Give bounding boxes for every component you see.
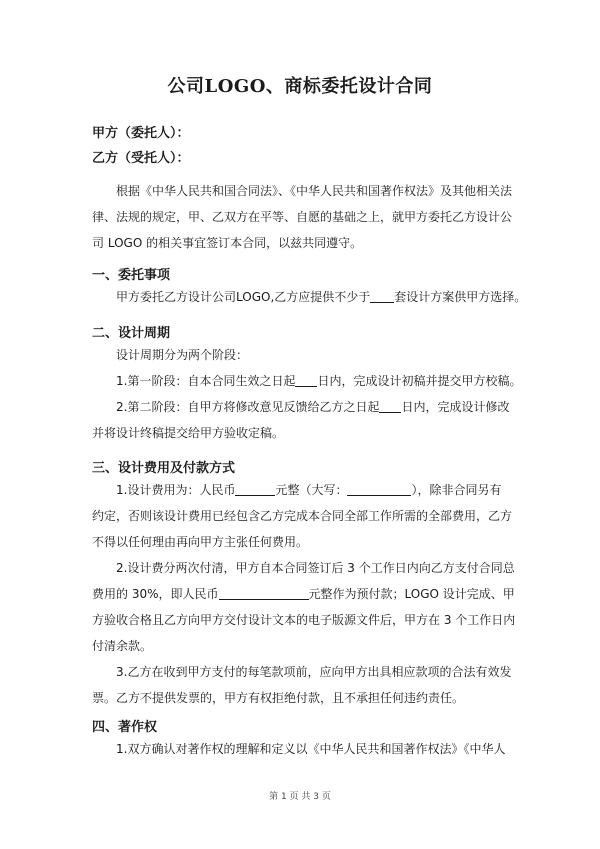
stage-2-text: 并将设计终稿提交给甲方验收定稿。 xyxy=(92,426,285,440)
fee-text: 1.设计费用为：人民币 xyxy=(116,483,236,497)
stage-1-text: 1.第一阶段：自本合同生效之日起 xyxy=(116,374,296,388)
payment-text: 元整作为预付款；LOGO 设计完成、甲 xyxy=(308,587,515,601)
payment-text: 付清余款。 xyxy=(92,639,153,653)
blank-line xyxy=(379,398,401,413)
preamble-line: 司 LOGO 的相关事宜签订本合同，以兹共同遵守。 xyxy=(92,236,363,250)
stage-2-text: 2.第二阶段：自甲方将修改意见反馈给乙方之日起 xyxy=(116,400,380,414)
fee-text: 不得以任何理由再向甲方主张任何费用。 xyxy=(92,535,309,549)
section-2-intro: 设计周期分为两个阶段： xyxy=(116,348,249,362)
invoice-text: 票。乙方不提供发票的，甲方有权拒绝付款，且不承担任何违约责任。 xyxy=(92,691,465,705)
blank-line xyxy=(347,481,411,496)
section-2-paragraph xyxy=(92,342,522,446)
payment-text: 方验收合格且乙方向甲方交付设计文本的电子版源文件后，甲方在 3 个工作日内 xyxy=(92,613,516,627)
fee-text: 约定，否则该设计费用已经包含乙方完成本合同全部工作所需的全部费用，乙方 xyxy=(92,509,513,523)
section-1-paragraph xyxy=(92,284,527,310)
party-a-label: 甲方（委托人）： xyxy=(92,126,190,141)
section-3-heading: 三、设计费用及付款方式 xyxy=(92,461,236,476)
stage-2-text: 日内，完成设计修改 xyxy=(401,400,510,414)
section-1-heading: 一、委托事项 xyxy=(92,268,171,283)
party-b-label: 乙方（受托人）： xyxy=(92,151,190,166)
section-3-paragraph xyxy=(92,477,516,711)
invoice-text: 3.乙方在收到甲方支付的每笔款项前，应向甲方出具相应款项的合法有效发 xyxy=(116,665,512,679)
section-4-heading: 四、著作权 xyxy=(92,720,158,735)
section-1-text: 甲方委托乙方设计公司LOGO,乙方应提供不少于 xyxy=(116,290,371,304)
copyright-text: 1.双方确认对著作权的理解和定义以《中华人民共和国著作权法》《中华人 xyxy=(116,742,506,756)
section-2-heading: 二、设计周期 xyxy=(92,326,171,341)
preamble-line: 根据《中华人民共和国合同法》、《中华人民共和国著作权法》及其他相关法 xyxy=(116,184,513,198)
stage-1-text: 日内，完成设计初稿并提交甲方校稿。 xyxy=(317,374,522,388)
blank-line xyxy=(219,585,309,600)
blank-line xyxy=(235,481,275,496)
fee-text: 元整（大写： xyxy=(275,483,348,497)
payment-text: 2.设计费分两次付清，甲方自本合同签订后 3 个工作日内向乙方支付合同总 xyxy=(116,561,515,575)
page-number-footer: 第 1 页 共 3 页 xyxy=(269,792,331,802)
fee-text: ），除非合同另有 xyxy=(411,483,502,497)
document-title: 公司LOGO、商标委托设计合同 xyxy=(167,76,433,97)
blank-line xyxy=(370,288,394,303)
preamble-line: 律、法规的规定，甲、乙双方在平等、自愿的基础之上，就甲方委托乙方设计公 xyxy=(92,210,513,224)
section-1-text: 套设计方案供甲方选择。 xyxy=(394,290,527,304)
preamble-paragraph xyxy=(92,178,513,256)
blank-line xyxy=(295,372,317,387)
payment-text: 费用的 30%，即人民币 xyxy=(92,587,219,601)
section-4-paragraph xyxy=(92,736,510,762)
